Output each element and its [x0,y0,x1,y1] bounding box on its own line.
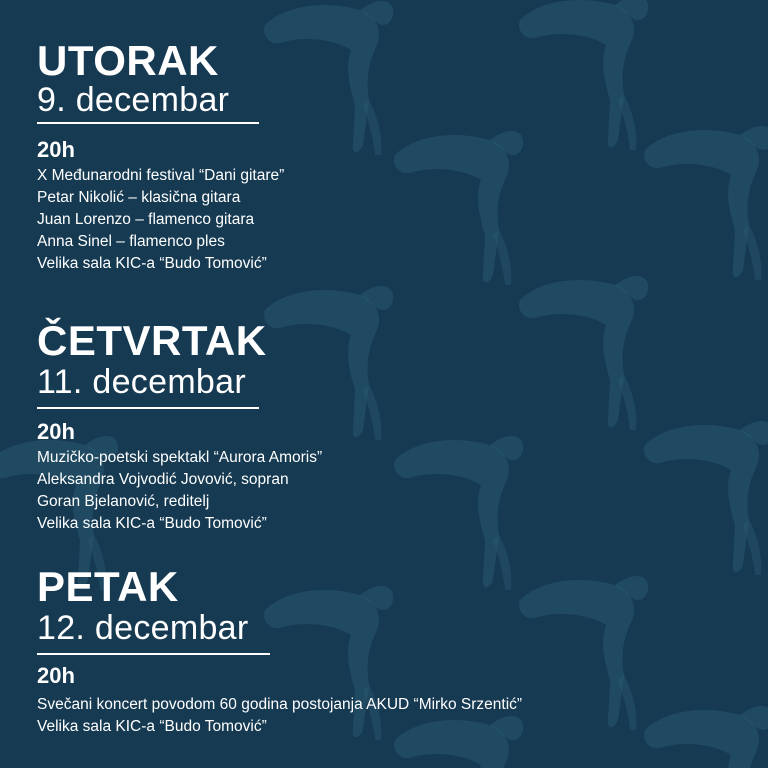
event-time: 20h [37,137,75,162]
event-line: Anna Sinel – flamenco ples [37,233,225,250]
event-details [37,165,284,275]
event-day: PETAK [37,563,179,610]
divider [37,653,270,655]
event-day: ČETVRTAK [37,317,267,364]
event-line: X Međunarodni festival “Dani gitare” [37,167,285,184]
event-details [37,694,522,738]
event-date: 9. decembar [37,81,230,119]
event-day: UTORAK [37,37,219,84]
event-date: 12. decembar [37,609,249,647]
event-line: Velika sala KIC-a “Budo Tomović” [37,255,267,272]
event-time: 20h [37,419,75,444]
event-line: Aleksandra Vojvodić Jovović, sopran [37,471,289,488]
event-line: Juan Lorenzo – flamenco gitara [37,211,255,228]
event-line: Muzičko-poetski spektakl “Aurora Amoris” [37,449,323,466]
event-date: 11. decembar [37,363,246,401]
divider [37,122,259,124]
event-line: Velika sala KIC-a “Budo Tomović” [37,718,267,735]
event-line: Petar Nikolić – klasična gitara [37,189,241,206]
event-line: Goran Bjelanović, reditelj [37,493,210,510]
event-line: Svečani koncert povodom 60 godina postojanja AKUD “Mirko Srzentić” [37,696,523,713]
event-details [37,447,322,535]
divider [37,407,259,409]
event-time: 20h [37,663,75,688]
event-line: Velika sala KIC-a “Budo Tomović” [37,515,267,532]
